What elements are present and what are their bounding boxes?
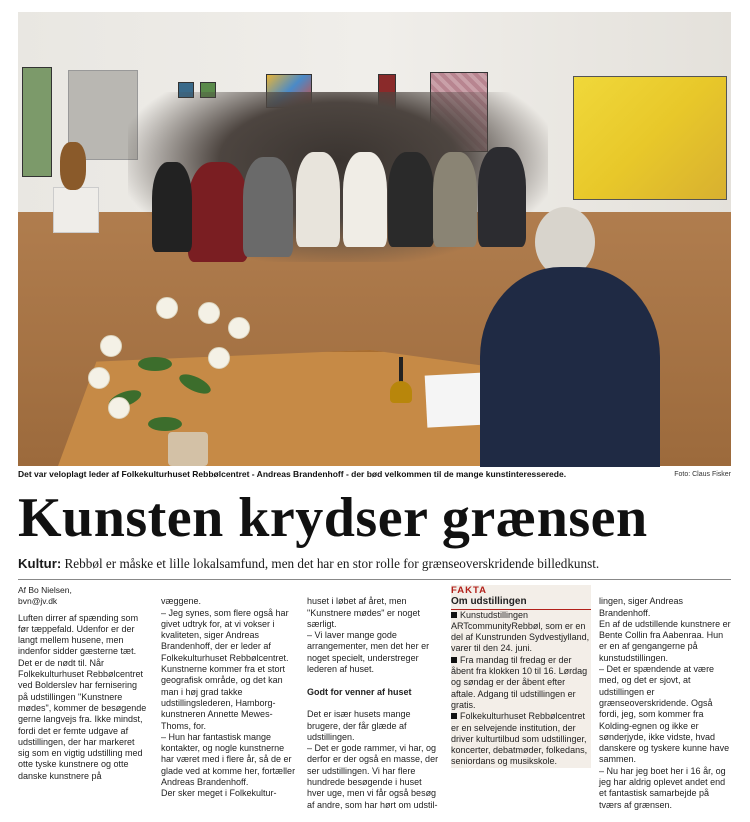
sculpture-pedestal <box>53 187 99 233</box>
fakta-box <box>451 585 591 768</box>
fakta-item: Kunstudstillingen ARTcommunityRebbøl, som er en del af Kunstrunden Sydvestjylland, varer til den 24. juni. <box>451 609 590 654</box>
column-5 <box>599 585 733 822</box>
audience-person <box>188 162 248 262</box>
body-text-col3b: Det er især husets mange brugere, der får glæde af udstillingen. – Det er gode rammer, vi har, og derfor er der også en masse, der ser udstillingen. Vi har flere hundrede besøgende i huset hver uge, men vi får også besøg af andre, som har hørt om udstil- <box>307 709 439 810</box>
fakta-item: Folkekulturhuset Rebbølcentret er en selvejende institution, der driver kulturtilbud som udstillinger, koncerter, debatmøder, folkedans, seniordans og musikskole. <box>451 711 588 767</box>
article-headline: Kunsten krydser grænsen <box>18 487 648 549</box>
column-1 <box>18 585 148 782</box>
body-text-col5: lingen, siger Andreas Brandenhoff. En af de udstillende kunstnere er Bente Collin fra Aabenraa. Hun er en af gengangerne på kunstudstillingen. – Det er spændende at være med, og det er sjovt, at udstillingen er grænseoverskridende. Også fordi, jeg, som kommer fra Kolding-egnen og ikke er sønderjyde, ikke vidste, hvad danskere og tyskere kunne have sammen. – Nu har jeg boet her i 16 år, og jeg har aldrig oplevet andet end et fantastisk samarbejde på tværs af grænsen. <box>599 596 731 810</box>
sculpture <box>60 142 86 190</box>
square-bullet-icon <box>451 612 457 618</box>
audience-person <box>243 157 293 257</box>
square-bullet-icon <box>451 713 457 719</box>
table-bell <box>390 357 412 407</box>
byline-name: Af Bo Nielsen, <box>18 585 72 595</box>
divider <box>18 579 731 580</box>
audience-person <box>152 162 192 252</box>
photo-caption: Det var veloplagt leder af Folkekulturhuset Rebbølcentret - Andreas Brandenhoff - der bød velkommen til de mange kunstinteresserede. <box>18 469 567 479</box>
article-lead <box>18 556 731 572</box>
painting-green-left <box>22 67 52 177</box>
column-3 <box>307 585 441 822</box>
subheading: Godt for venner af huset <box>307 686 412 697</box>
glass-vase <box>168 432 208 466</box>
audience-person <box>433 152 477 247</box>
fakta-title: Om udstillingen <box>451 596 591 609</box>
body-text-col3a: huset i løbet af året, men "Kunstnere mødes" er noget særligt. – Vi laver mange gode arrangementer, men det her er noget specielt, understreger lederen af huset. <box>307 596 430 675</box>
audience-person <box>296 152 340 247</box>
painting-yellow-large <box>573 76 727 200</box>
body-text-col2: væggene. – Jeg synes, som flere også har givet udtryk for, at vi vokser i kvaliteten, siger Andreas Brandenhoff, der er leder af Folkekulturhuset Rebbølcentret. Kunstnerne kommer fra et stort geografisk område, og det kan man i høj grad takke udstillingslederen, Hamborg-kunstneren Annette Mewes-Thoms, for. – Hun har fantastisk mange kontakter, og nogle kunstnerne har været med i flere år, så de er glade ved at komme her, fortæller Andreas Brandenhoff. Der sker meget i Folkekultur- <box>161 596 296 799</box>
fakta-item: Fra mandag til fredag er der åbent fra klokken 10 til 16. Lørdag og søndag er der åbent efter aftale. Adgang til udstillingen er gratis. <box>451 654 588 710</box>
byline-email: bvn@jv.dk <box>18 596 58 607</box>
lead-label: Kultur: <box>18 556 62 571</box>
audience-person <box>343 152 387 247</box>
photo-credit: Foto: Claus Fisker <box>674 471 731 478</box>
body-text-col1: Luften dirrer af spænding som før tæppefald. Udenfor er der langt mellem husene, men indenfor sidder gæsterne tæt. Det er de nødt til. Når Folkekulturhuset Rebbølcentret ved Bolderslev har fernisering på udstillingen "Kunstnere mødes", kommer de besøgende gerne langvejs fra. Ikke mindst, fordi det er femte udgave af udstillingen, der har markeret sig som en vigtig udstilling med otte tyske kunstnere og otte danske kunstnere på <box>18 612 147 781</box>
audience-person <box>388 152 434 247</box>
column-2 <box>161 585 299 811</box>
fakta-tag: FAKTA <box>451 585 487 596</box>
speaker-person <box>480 207 660 466</box>
article-photo <box>18 12 731 466</box>
lead-text: Rebbøl er måske et lille lokalsamfund, men det har en stor rolle for grænseoverskridende billedkunst. <box>61 556 600 571</box>
square-bullet-icon <box>451 657 457 663</box>
